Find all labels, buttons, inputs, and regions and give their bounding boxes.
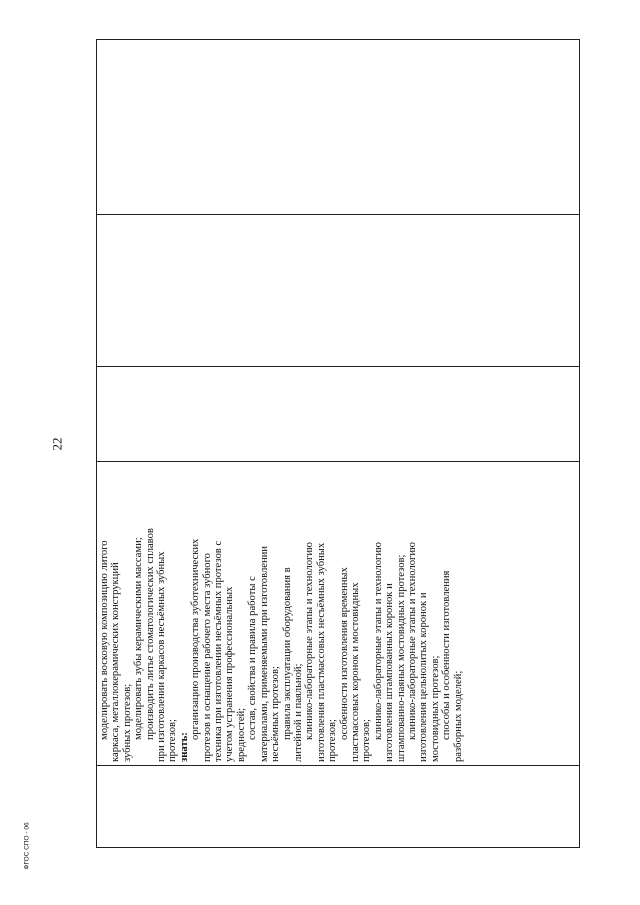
content-line: клинико-лабораторные этапы и технологию [304, 542, 316, 740]
content-line: литейной и паяльной; [292, 663, 304, 762]
content-line: клинико-лабораторные этапы и технологию [372, 542, 384, 740]
content-line: моделировать восковую композицию литого [99, 540, 110, 740]
content-line: зубных протезов; [121, 683, 133, 762]
rotated-page-content [96, 40, 580, 848]
page-number: 22 [49, 437, 65, 451]
content-line: особенности изготовления временных [338, 567, 350, 740]
table-cell-code [97, 766, 580, 848]
content-line: изготовления цельнолитых коронок и [418, 592, 430, 762]
content-line: состав, свойства и правила работы с [247, 576, 259, 740]
content-line: правила эксплуатации оборудования в [281, 567, 293, 740]
footer-code: ФГОС СПО - 06 [23, 822, 31, 870]
table-cell-discipline [97, 215, 580, 367]
content-line: штампованно-паяных мостовидных протезов; [395, 554, 407, 762]
content-line: способы и особенности изготовления [441, 570, 453, 740]
content-line: протезов и оснащение рабочего места зубного [201, 553, 213, 762]
table-row [97, 40, 580, 848]
requirements-text [97, 462, 464, 765]
content-line: протезов; [327, 719, 339, 762]
content-line: мостовидных протезов; [429, 655, 441, 762]
content-line: моделировать зубы керамическими массами; [133, 537, 145, 740]
content-line: пластмассовых коронок и мостовидных [349, 582, 361, 762]
content-line: несъёмных протезов; [270, 666, 282, 762]
content-line: протезов; [361, 719, 373, 762]
content-line: производить литье стоматологических сплавов [144, 528, 156, 740]
content-line: при изготовлении каркасов несъёмных зубных [156, 551, 168, 762]
content-line: изготовления пластмассовых несъёмных зубных [315, 542, 327, 762]
content-line: учетом устранения профессиональных [224, 586, 236, 762]
table-cell-requirements [97, 462, 580, 766]
content-line: вредностей; [235, 707, 247, 762]
content-line: знать: [178, 732, 190, 762]
table-cell-hours [97, 367, 580, 462]
content-line: клинико-лабораторные этапы и технологию [406, 542, 418, 740]
competency-table [96, 39, 580, 848]
content-line: каркаса, металлокерамических конструкций [110, 562, 122, 762]
table-cell-competencies [97, 40, 580, 215]
content-line: техника при изготовлении несъёмных протезов с [213, 540, 225, 762]
content-line: изготовления штампованных коронок и [384, 583, 396, 762]
content-line: разборных моделей; [452, 670, 464, 762]
content-line: материалами, применяемыми при изготовлении [258, 546, 270, 762]
content-line: организацию производства зуботехнических [190, 538, 202, 740]
content-line: протезов; [167, 719, 179, 762]
